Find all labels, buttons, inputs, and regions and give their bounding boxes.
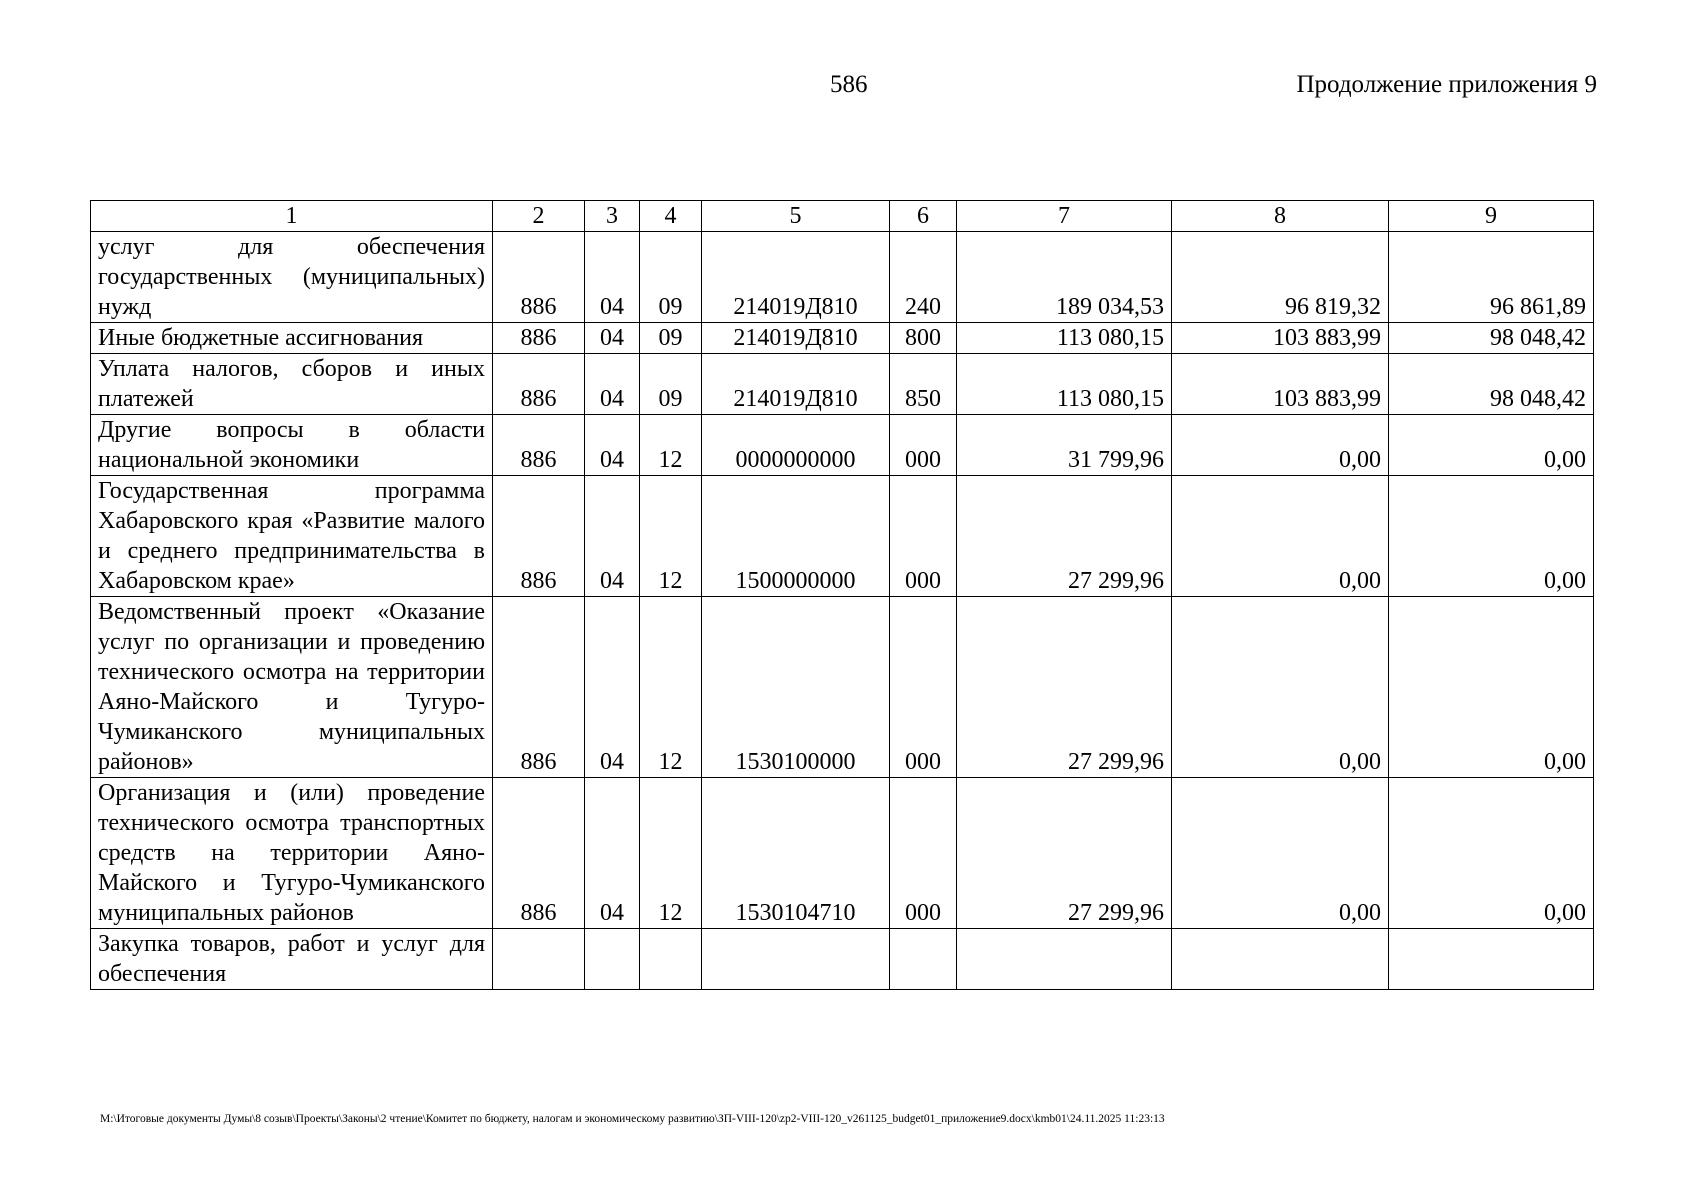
subsection-cell: 12 <box>640 476 702 597</box>
subsection-cell: 09 <box>640 232 702 323</box>
target-article-cell: 214019Д810 <box>702 354 890 415</box>
header-cell: 8 <box>1172 201 1389 232</box>
header-cell: 7 <box>957 201 1172 232</box>
section-cell: 04 <box>585 232 640 323</box>
subsection-cell: 12 <box>640 415 702 476</box>
row-name-cell: Уплата налогов, сборов и иных платежей <box>91 354 493 415</box>
header-cell: 6 <box>890 201 957 232</box>
amount-cell-1: 27 299,96 <box>957 597 1172 778</box>
section-cell <box>585 929 640 990</box>
appendix-title: Продолжение приложения 9 <box>1296 71 1597 98</box>
expense-type-cell: 000 <box>890 778 957 929</box>
expense-type-cell: 240 <box>890 232 957 323</box>
header-cell: 5 <box>702 201 890 232</box>
subsection-cell: 09 <box>640 354 702 415</box>
amount-cell-1: 113 080,15 <box>957 354 1172 415</box>
table-row <box>91 778 1594 929</box>
subsection-cell <box>640 929 702 990</box>
amount-cell-1: 31 799,96 <box>957 415 1172 476</box>
amount-cell-2: 103 883,99 <box>1172 354 1389 415</box>
expense-type-cell: 850 <box>890 354 957 415</box>
target-article-cell: 214019Д810 <box>702 232 890 323</box>
header-cell: 1 <box>91 201 493 232</box>
expense-type-cell: 000 <box>890 476 957 597</box>
table-row <box>91 415 1594 476</box>
amount-cell-1: 27 299,96 <box>957 476 1172 597</box>
code-cell: 886 <box>493 597 585 778</box>
row-name-cell: Закупка товаров, работ и услуг для обеспечения <box>91 929 493 990</box>
code-cell: 886 <box>493 323 585 354</box>
section-cell: 04 <box>585 323 640 354</box>
amount-cell-1 <box>957 929 1172 990</box>
amount-cell-2: 0,00 <box>1172 778 1389 929</box>
section-cell: 04 <box>585 415 640 476</box>
amount-cell-3 <box>1389 929 1594 990</box>
page-number: 586 <box>830 71 868 98</box>
amount-cell-3: 98 048,42 <box>1389 354 1594 415</box>
section-cell: 04 <box>585 476 640 597</box>
code-cell: 886 <box>493 354 585 415</box>
section-cell: 04 <box>585 354 640 415</box>
target-article-cell: 1530104710 <box>702 778 890 929</box>
expense-type-cell: 800 <box>890 323 957 354</box>
amount-cell-2: 0,00 <box>1172 597 1389 778</box>
row-name-cell: услуг для обеспечения государственных (муниципальных) нужд <box>91 232 493 323</box>
budget-table <box>90 200 1594 990</box>
row-name-cell: Ведомственный проект «Оказание услуг по организации и проведению технического осмотра на территории Аяно-Майского и Тугуро-Чумиканского муниципальных районов» <box>91 597 493 778</box>
target-article-cell <box>702 929 890 990</box>
subsection-cell: 12 <box>640 778 702 929</box>
amount-cell-3: 0,00 <box>1389 415 1594 476</box>
expense-type-cell: 000 <box>890 415 957 476</box>
code-cell: 886 <box>493 778 585 929</box>
code-cell: 886 <box>493 232 585 323</box>
target-article-cell: 1500000000 <box>702 476 890 597</box>
target-article-cell: 0000000000 <box>702 415 890 476</box>
amount-cell-2: 0,00 <box>1172 415 1389 476</box>
amount-cell-3: 96 861,89 <box>1389 232 1594 323</box>
amount-cell-2: 103 883,99 <box>1172 323 1389 354</box>
header-cell: 2 <box>493 201 585 232</box>
amount-cell-3: 98 048,42 <box>1389 323 1594 354</box>
code-cell: 886 <box>493 415 585 476</box>
section-cell: 04 <box>585 778 640 929</box>
code-cell: 886 <box>493 476 585 597</box>
target-article-cell: 214019Д810 <box>702 323 890 354</box>
amount-cell-2 <box>1172 929 1389 990</box>
amount-cell-3: 0,00 <box>1389 597 1594 778</box>
amount-cell-2: 96 819,32 <box>1172 232 1389 323</box>
footer-file-path: M:\Итоговые документы Думы\8 созыв\Проекты\Законы\2 чтение\Комитет по бюджету, налогам и экономическому развитию\ЗП-VIII-120\zp2-VIII-120_v261125_budget01_приложение9.docx\kmb01\24.11.2025 11:23:13 <box>100 1113 1165 1125</box>
subsection-cell: 12 <box>640 597 702 778</box>
amount-cell-2: 0,00 <box>1172 476 1389 597</box>
target-article-cell: 1530100000 <box>702 597 890 778</box>
code-cell <box>493 929 585 990</box>
table-row <box>91 597 1594 778</box>
table-row <box>91 323 1594 354</box>
expense-type-cell: 000 <box>890 597 957 778</box>
table-row <box>91 476 1594 597</box>
header-cell: 9 <box>1389 201 1594 232</box>
table-row <box>91 354 1594 415</box>
amount-cell-3: 0,00 <box>1389 476 1594 597</box>
header-cell: 3 <box>585 201 640 232</box>
amount-cell-3: 0,00 <box>1389 778 1594 929</box>
row-name-cell: Организация и (или) проведение технического осмотра транспортных средств на территории Аяно-Майского и Тугуро-Чумиканского муниципальных районов <box>91 778 493 929</box>
subsection-cell: 09 <box>640 323 702 354</box>
table-header-row <box>91 201 1594 232</box>
table-row <box>91 929 1594 990</box>
header-cell: 4 <box>640 201 702 232</box>
row-name-cell: Государственная программа Хабаровского края «Развитие малого и среднего предпринимательства в Хабаровском крае» <box>91 476 493 597</box>
row-name-cell: Иные бюджетные ассигнования <box>91 323 493 354</box>
section-cell: 04 <box>585 597 640 778</box>
amount-cell-1: 27 299,96 <box>957 778 1172 929</box>
expense-type-cell <box>890 929 957 990</box>
amount-cell-1: 113 080,15 <box>957 323 1172 354</box>
row-name-cell: Другие вопросы в области национальной экономики <box>91 415 493 476</box>
table-row <box>91 232 1594 323</box>
amount-cell-1: 189 034,53 <box>957 232 1172 323</box>
